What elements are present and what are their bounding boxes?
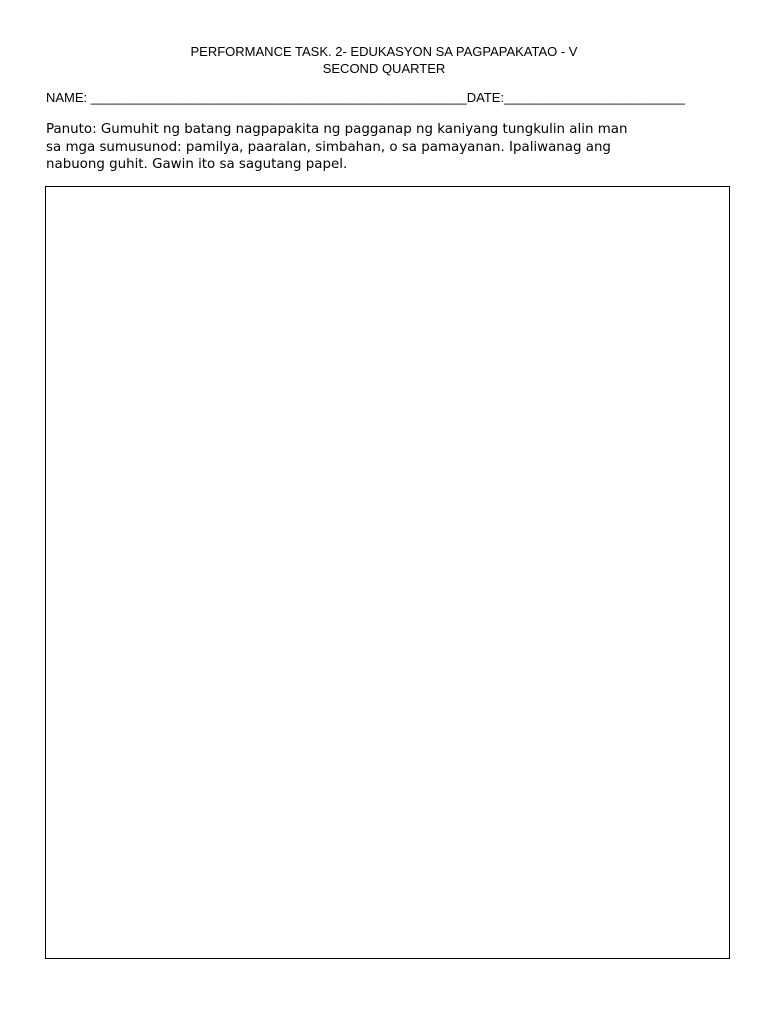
instructions-line: nabuong guhit. Gawin ito sa sagutang papel.	[46, 157, 348, 172]
drawing-box	[45, 186, 730, 959]
instructions-line: Panuto: Gumuhit ng batang nagpapakita ng pagganap ng kaniyang tungkulin alin man	[46, 122, 628, 137]
document-title: PERFORMANCE TASK. 2- EDUKASYON SA PAGPAPAKATAO - V	[190, 44, 578, 59]
document-subtitle: SECOND QUARTER	[322, 61, 446, 76]
instructions-paragraph	[46, 121, 736, 174]
instructions-line: sa mga sumusunod: pamilya, paaralan, simbahan, o sa pamayanan. Ipaliwanag ang	[46, 139, 611, 155]
document-heading	[0, 43, 768, 77]
name-date-line: NAME: ____________________________________________________DATE:_________________________	[46, 90, 685, 105]
